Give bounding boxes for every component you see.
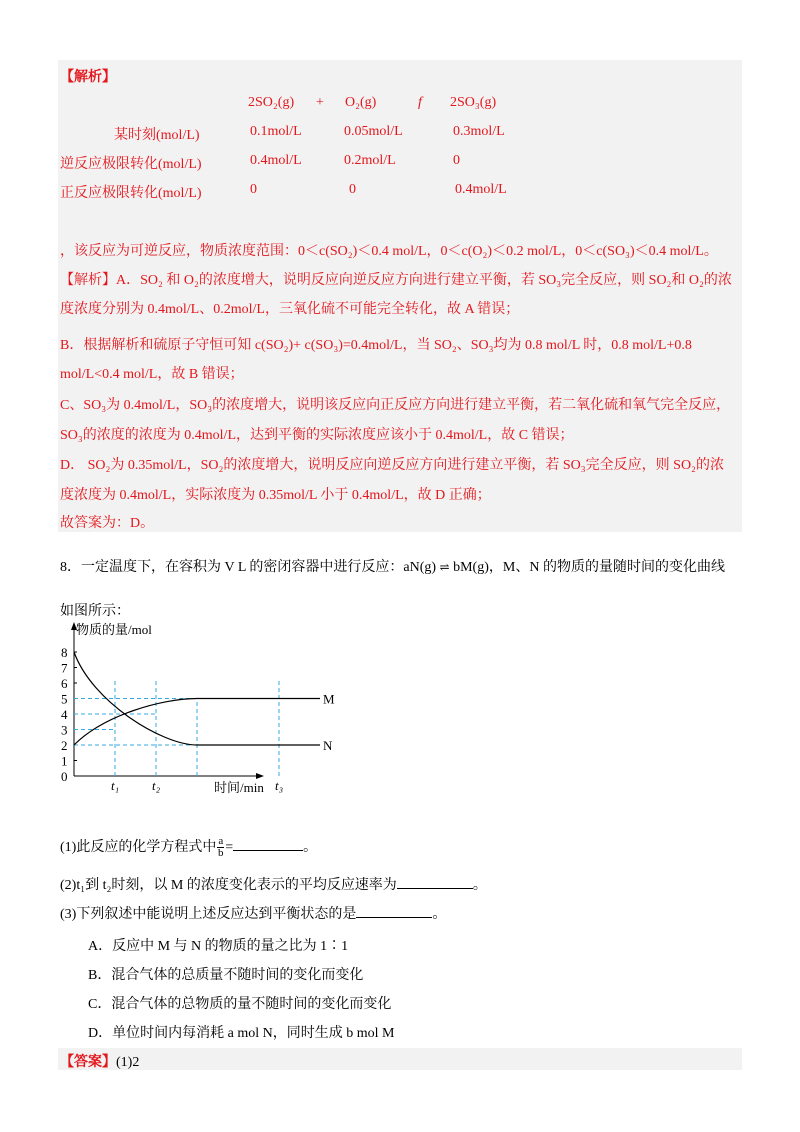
answer-tag: 【答案】 xyxy=(60,1055,116,1070)
sub-question-2 xyxy=(60,874,487,894)
analysis-line-8: 度浓度为 0.4mol/L，实际浓度为 0.35mol/L 小于 0.4mol/L，故 D 正确； xyxy=(60,488,491,503)
answer-text: (1)2 xyxy=(116,1055,140,1070)
row-2-v1: 0.4mol/L xyxy=(250,153,302,168)
sub-question-3-text: (3)下列叙述中能说明上述反应达到平衡状态的是 xyxy=(60,907,357,922)
y-tick-label-1: 1 xyxy=(61,753,68,769)
option-a[interactable]: A．反应中 M 与 N 的物质的量之比为 1∶1 xyxy=(88,939,349,954)
sub-question-2-end: 。 xyxy=(472,878,487,893)
row-1-v3: 0.3mol/L xyxy=(453,124,505,139)
question-intro-part-b: bM(g)，M、N 的物质的量随时间的变化曲线 xyxy=(453,560,725,575)
sub-question-1-end: 。 xyxy=(303,840,318,855)
eq-plus: + xyxy=(316,95,324,110)
x-axis-label: 时间/min xyxy=(214,780,264,795)
question-intro xyxy=(60,556,725,576)
sub-question-2-text: (2)t₁到 t₂时刻，以 M 的浓度变化表示的平均反应速率为 xyxy=(60,878,397,893)
solution-tag: 【解析】 xyxy=(60,70,116,85)
eq-term-1: 2SO₂(g) xyxy=(248,95,295,110)
fraction-denominator: b xyxy=(218,847,224,860)
analysis-line-5: C、SO₃为 0.4mol/L，SO₃的浓度增大，说明该反应向正反应方向进行建立平衡，若二氧化硫和氧气完全反应， xyxy=(60,398,731,413)
row-2-v3: 0 xyxy=(453,153,460,168)
analysis-line-1: 【解析】A．SO₂ 和 O₂的浓度增大，说明反应向逆反应方向进行建立平衡，若 SO₃完全反应，则 SO₂和 O₂的浓 xyxy=(60,273,732,288)
range-line: ，该反应为可逆反应，物质浓度范围：0＜c(SO₂)＜0.4 mol/L，0＜c(O₂)＜0.2 mol/L，0＜c(SO₃)＜0.4 mol/L。 xyxy=(60,244,718,259)
eq-term-3: 2SO₃(g) xyxy=(450,95,497,110)
row-3-v1: 0 xyxy=(250,182,257,197)
y-tick-label-5: 5 xyxy=(61,691,68,707)
fraction-numerator: a xyxy=(218,835,224,848)
a-over-b-fraction xyxy=(217,836,224,859)
question-intro-figure-ref: 如图所示： xyxy=(60,604,130,619)
analysis-line-4: mol/L<0.4 mol/L，故 B 错误； xyxy=(60,367,244,382)
option-d[interactable]: D．单位时间内每消耗 a mol N，同时生成 b mol M xyxy=(88,1026,395,1041)
answer-line xyxy=(60,1051,139,1071)
sub-question-1-equals: = xyxy=(225,840,234,855)
row-1-v2: 0.05mol/L xyxy=(344,124,403,139)
answer-blank-3[interactable] xyxy=(356,903,432,918)
answer-blank-1[interactable] xyxy=(233,836,303,851)
sub-question-1 xyxy=(60,836,317,859)
row-2-v2: 0.2mol/L xyxy=(344,153,396,168)
x-tick-label-3: t₃ xyxy=(275,778,284,793)
series-label-M: M xyxy=(323,691,335,707)
eq-term-2: O₂(g) xyxy=(345,95,377,110)
y-tick-label-3: 3 xyxy=(61,722,68,738)
eq-arrow: f xyxy=(418,95,422,110)
y-tick-label-8: 8 xyxy=(61,645,68,660)
row-3-v2: 0 xyxy=(349,182,356,197)
y-tick-label-0: 0 xyxy=(61,769,68,784)
row-1-label: 某时刻(mol/L) xyxy=(114,128,200,143)
equilibrium-arrow-icon: ⇌ xyxy=(439,560,450,574)
sub-question-1-text: (1)此反应的化学方程式中 xyxy=(60,840,217,855)
analysis-line-6: SO₃的浓度的浓度为 0.4mol/L，达到平衡的实际浓度应该小于 0.4mol/L，故 C 错误； xyxy=(60,428,574,443)
row-3-v3: 0.4mol/L xyxy=(455,182,507,197)
y-tick-label-6: 6 xyxy=(61,676,68,691)
y-tick-label-7: 7 xyxy=(61,660,68,676)
x-axis-arrow-icon xyxy=(256,773,264,779)
row-2-label: 逆反应极限转化(mol/L) xyxy=(60,157,202,172)
y-tick-label-2: 2 xyxy=(61,738,68,753)
y-axis-label: 物质的量/mol xyxy=(76,622,152,637)
row-1-v1: 0.1mol/L xyxy=(250,124,302,139)
row-3-label: 正反应极限转化(mol/L) xyxy=(60,186,202,201)
analysis-line-7: D． SO₂为 0.35mol/L，SO₂的浓度增大，说明反应向逆反应方向进行建立平衡，若 SO₃完全反应，则 SO₂的浓 xyxy=(60,458,724,473)
question-intro-part-a: 8．一定温度下，在容积为 V L 的密闭容器中进行反应：aN(g) xyxy=(60,560,437,575)
sub-question-3-end: 。 xyxy=(432,907,447,922)
answer-box xyxy=(58,1048,742,1070)
y-tick-label-4: 4 xyxy=(61,707,68,722)
option-c[interactable]: C．混合气体的总物质的量不随时间的变化而变化 xyxy=(88,997,392,1012)
analysis-line-3: B．根据解析和硫原子守恒可知 c(SO₂)+ c(SO₃)=0.4mol/L，当 SO₂、SO₃均为 0.8 mol/L 时，0.8 mol/L+0.8 xyxy=(60,338,692,353)
analysis-line-2: 度浓度分别为 0.4mol/L、0.2mol/L，三氧化硫不可能完全转化，故 A 错误； xyxy=(60,302,520,317)
amount-time-chart xyxy=(54,618,335,800)
analysis-line-9: 故答案为：D。 xyxy=(60,516,155,531)
sub-question-3 xyxy=(60,903,446,923)
x-tick-label-2: t₂ xyxy=(152,778,161,793)
series-label-N: N xyxy=(323,738,333,753)
answer-blank-2[interactable] xyxy=(397,874,473,889)
x-tick-label-1: t₁ xyxy=(111,778,120,793)
option-b[interactable]: B．混合气体的总质量不随时间的变化而变化 xyxy=(88,968,364,983)
